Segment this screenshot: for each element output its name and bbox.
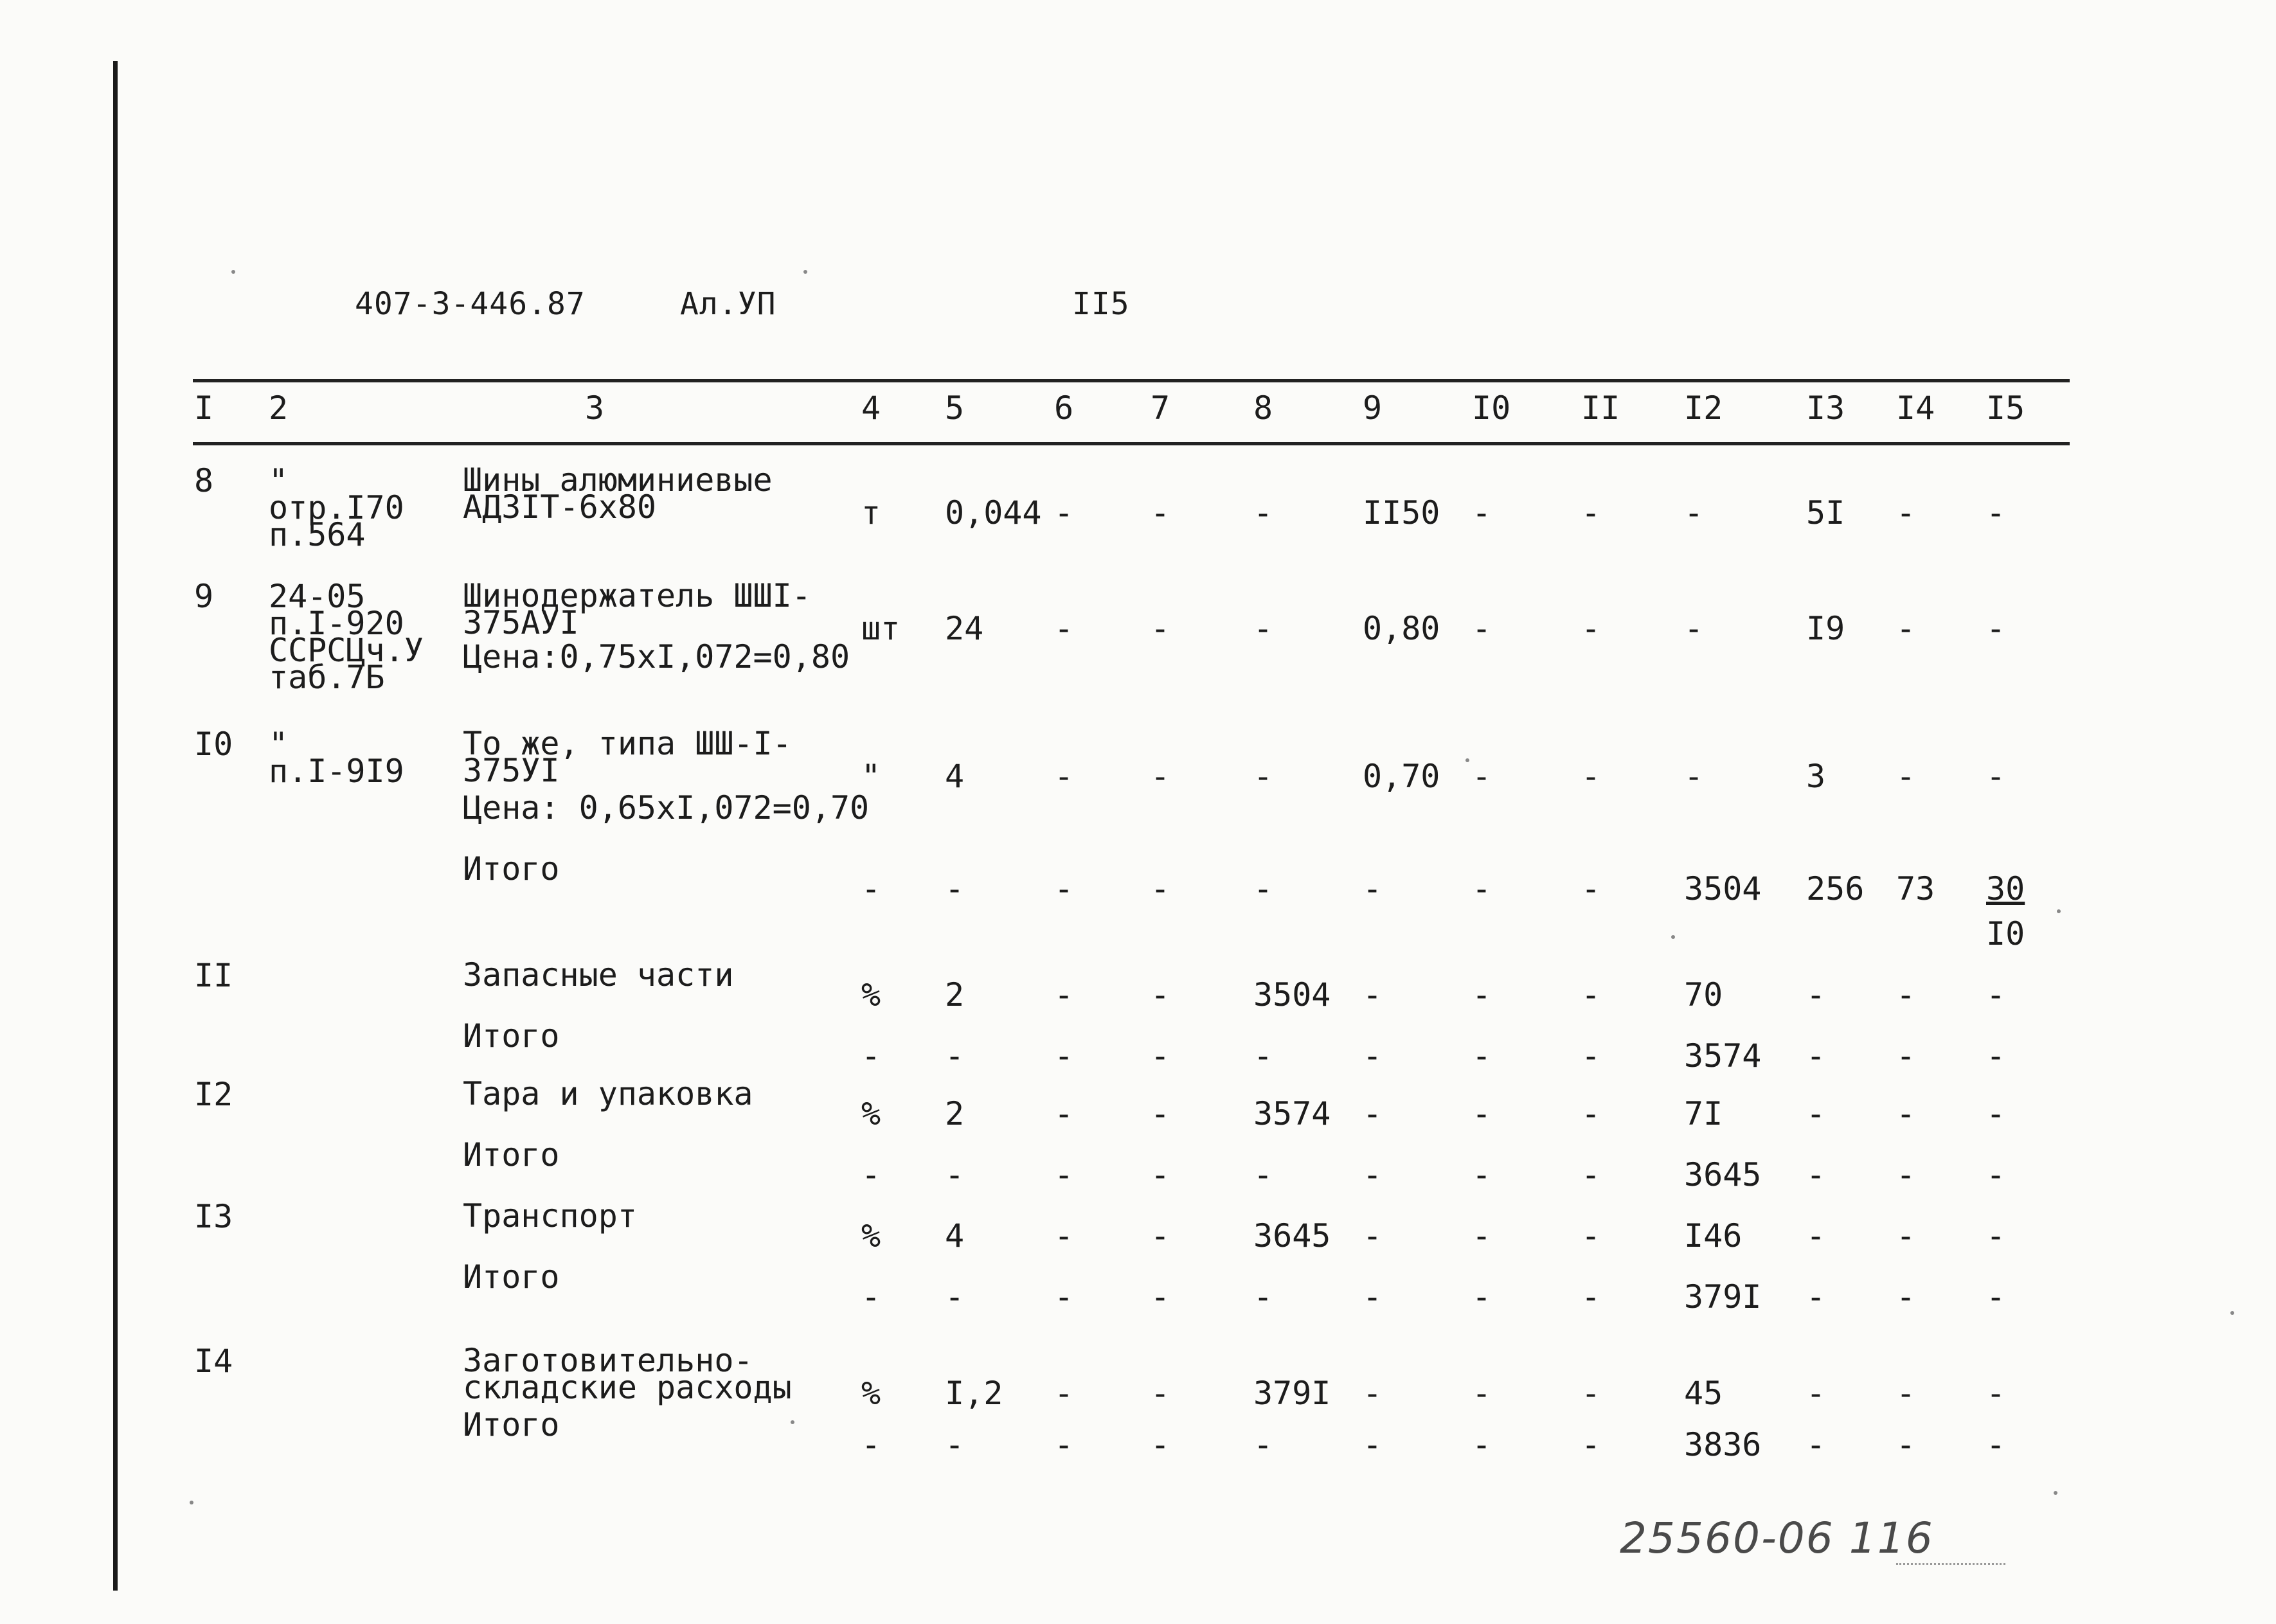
cell-r12-c3: Итого bbox=[463, 1258, 560, 1296]
cell-r2-c8: - bbox=[1253, 610, 1273, 647]
cell-r2-c14: - bbox=[1896, 610, 1916, 647]
cell-r4-c15: - bbox=[1986, 758, 2006, 795]
cell-r10-c8: - bbox=[1253, 1156, 1273, 1193]
column-header-14: I4 bbox=[1896, 389, 1935, 427]
cell-r4-c7: - bbox=[1151, 758, 1170, 795]
cell-r14-c8: - bbox=[1253, 1426, 1273, 1463]
cell-r14-c11: - bbox=[1581, 1426, 1601, 1463]
column-header-5: 5 bbox=[945, 389, 965, 427]
cell-r9-c14: - bbox=[1896, 1095, 1916, 1132]
binding-margin-line bbox=[113, 61, 118, 1591]
document-code: 407-3-446.87 bbox=[355, 286, 586, 322]
cell-r12-c6: - bbox=[1054, 1278, 1074, 1316]
cell-r1-c3-l2: АДЗIТ-6х80 bbox=[463, 488, 657, 526]
cell-r10-c11: - bbox=[1581, 1156, 1601, 1193]
cell-r7-c15: - bbox=[1986, 976, 2006, 1013]
column-header-9: 9 bbox=[1363, 389, 1383, 427]
cell-r12-c9: - bbox=[1363, 1278, 1383, 1316]
column-header-7: 7 bbox=[1151, 389, 1170, 427]
cell-r8-c5: - bbox=[945, 1037, 965, 1075]
cell-r2-c1: 9 bbox=[194, 578, 214, 615]
cell-r8-c9: - bbox=[1363, 1037, 1383, 1075]
cell-r13-c1: I4 bbox=[194, 1343, 233, 1380]
cell-r11-c10: - bbox=[1472, 1217, 1492, 1254]
scan-speck-6 bbox=[190, 1501, 193, 1504]
cell-r12-c12: 379I bbox=[1684, 1278, 1762, 1316]
cell-r1-c2-l1: " bbox=[269, 462, 289, 499]
cell-r13-c6: - bbox=[1054, 1375, 1074, 1412]
scan-speck-2 bbox=[803, 270, 807, 274]
cell-r2-c6: - bbox=[1054, 610, 1074, 647]
column-header-8: 8 bbox=[1253, 389, 1273, 427]
column-header-3: 3 bbox=[585, 389, 605, 427]
cell-r1-c12: - bbox=[1684, 494, 1704, 531]
cell-r4-c3-l2: 375УI bbox=[463, 752, 560, 789]
cell-r8-c3: Итого bbox=[463, 1017, 560, 1055]
cell-r6-c4: - bbox=[861, 870, 881, 907]
cell-r2-c15: - bbox=[1986, 610, 2006, 647]
cell-r7-c10: - bbox=[1472, 976, 1492, 1013]
column-header-13: I3 bbox=[1806, 389, 1845, 427]
cell-r14-c7: - bbox=[1151, 1426, 1170, 1463]
album-number: Ал.УП bbox=[680, 286, 776, 322]
scan-speck-4 bbox=[2054, 1491, 2057, 1495]
cell-r6-c6: - bbox=[1054, 870, 1074, 907]
cell-r4-c12: - bbox=[1684, 758, 1704, 795]
cell-r7-c3: Запасные части bbox=[463, 956, 734, 994]
cell-r2-c11: - bbox=[1581, 610, 1601, 647]
cell-r1-c4: т bbox=[861, 494, 881, 531]
cell-r11-c9: - bbox=[1363, 1217, 1383, 1254]
cell-r6-c8: - bbox=[1253, 870, 1273, 907]
cell-r10-c3: Итого bbox=[463, 1136, 560, 1173]
cell-r4-c9: 0,70 bbox=[1363, 758, 1440, 795]
cell-r9-c13: - bbox=[1806, 1095, 1826, 1132]
cell-r9-c10: - bbox=[1472, 1095, 1492, 1132]
cell-r8-c13: - bbox=[1806, 1037, 1826, 1075]
cell-r8-c7: - bbox=[1151, 1037, 1170, 1075]
column-header-11: II bbox=[1581, 389, 1620, 427]
cell-r12-c10: - bbox=[1472, 1278, 1492, 1316]
cell-r7-c8: 3504 bbox=[1253, 976, 1331, 1013]
column-header-2: 2 bbox=[269, 389, 289, 427]
cell-r9-c4: % bbox=[861, 1095, 881, 1132]
cell-r11-c4: % bbox=[861, 1217, 881, 1254]
cell-r4-c6: - bbox=[1054, 758, 1074, 795]
cell-r13-c5: I,2 bbox=[945, 1375, 1003, 1412]
cell-r8-c12: 3574 bbox=[1684, 1037, 1762, 1075]
cell-r14-c9: - bbox=[1363, 1426, 1383, 1463]
cell-r4-c3-l1: То же, типа ШШ-I- bbox=[463, 725, 792, 762]
cell-r2-c2-l3: ССРСЦч.У bbox=[269, 632, 424, 669]
cell-r1-c8: - bbox=[1253, 494, 1273, 531]
page-number: II5 bbox=[1072, 286, 1130, 322]
cell-r9-c3: Тара и упаковка bbox=[463, 1075, 753, 1112]
cell-r4-c2-l2: п.I-9I9 bbox=[269, 753, 404, 790]
cell-r11-c5: 4 bbox=[945, 1217, 965, 1254]
cell-r1-c13: 5I bbox=[1806, 494, 1845, 531]
cell-r8-c10: - bbox=[1472, 1037, 1492, 1075]
cell-r7-c9: - bbox=[1363, 976, 1383, 1013]
cell-r7-c5: 2 bbox=[945, 976, 965, 1013]
cell-r2-c12: - bbox=[1684, 610, 1704, 647]
cell-r14-c5: - bbox=[945, 1426, 965, 1463]
cell-r4-c8: - bbox=[1253, 758, 1273, 795]
cell-r1-c2-l3: п.564 bbox=[269, 516, 366, 553]
cell-r13-c15: - bbox=[1986, 1375, 2006, 1412]
cell-r6-c14: 73 bbox=[1896, 870, 1935, 907]
cell-r10-c14: - bbox=[1896, 1156, 1916, 1193]
cell-r9-c5: 2 bbox=[945, 1095, 965, 1132]
cell-r13-c14: - bbox=[1896, 1375, 1916, 1412]
cell-r13-c4: % bbox=[861, 1375, 881, 1412]
column-header-12: I2 bbox=[1684, 389, 1723, 427]
cell-r13-c7: - bbox=[1151, 1375, 1170, 1412]
cell-r8-c4: - bbox=[861, 1037, 881, 1075]
cell-r4-c14: - bbox=[1896, 758, 1916, 795]
cell-r6-c9: - bbox=[1363, 870, 1383, 907]
cell-r2-c3-l1: Шинодержатель ШШI- bbox=[463, 577, 811, 614]
handwritten-note: 25560-06 116 bbox=[1620, 1513, 1934, 1563]
cell-r11-c3: Транспорт bbox=[463, 1197, 637, 1235]
cell-r10-c6: - bbox=[1054, 1156, 1074, 1193]
cell-r6-c15-l1: 30 bbox=[1986, 870, 2025, 907]
cell-r11-c12: I46 bbox=[1684, 1217, 1743, 1254]
cell-r1-c5: 0,044 bbox=[945, 494, 1042, 531]
cell-r2-c2-l2: п.I-920 bbox=[269, 605, 404, 642]
cell-r8-c11: - bbox=[1581, 1037, 1601, 1075]
cell-r8-c8: - bbox=[1253, 1037, 1273, 1075]
header-rule-bottom bbox=[193, 442, 2070, 445]
cell-r2-c2-l4: таб.7Б bbox=[269, 659, 385, 696]
cell-r7-c1: II bbox=[194, 957, 233, 994]
cell-r2-c9: 0,80 bbox=[1363, 610, 1440, 647]
cell-r13-c9: - bbox=[1363, 1375, 1383, 1412]
cell-r12-c14: - bbox=[1896, 1278, 1916, 1316]
cell-r5-c3: Цена: 0,65хI,072=0,70 bbox=[463, 789, 870, 826]
cell-r12-c4: - bbox=[861, 1278, 881, 1316]
cell-r13-c11: - bbox=[1581, 1375, 1601, 1412]
scan-speck-8 bbox=[1465, 758, 1469, 762]
cell-r2-c4: шт bbox=[861, 610, 901, 647]
cell-r10-c4: - bbox=[861, 1156, 881, 1193]
cell-r6-c10: - bbox=[1472, 870, 1492, 907]
cell-r8-c14: - bbox=[1896, 1037, 1916, 1075]
cell-r6-c15-l2: I0 bbox=[1986, 915, 2025, 952]
cell-r2-c13: I9 bbox=[1806, 610, 1845, 647]
cell-r2-c3-l2: 375АУI bbox=[463, 604, 579, 641]
cell-r10-c5: - bbox=[945, 1156, 965, 1193]
cell-r11-c1: I3 bbox=[194, 1198, 233, 1235]
cell-r7-c11: - bbox=[1581, 976, 1601, 1013]
cell-r7-c4: % bbox=[861, 976, 881, 1013]
cell-r13-c13: - bbox=[1806, 1375, 1826, 1412]
cell-r13-c12: 45 bbox=[1684, 1375, 1723, 1412]
cell-r11-c11: - bbox=[1581, 1217, 1601, 1254]
scan-speck-9 bbox=[1671, 935, 1675, 939]
cell-r2-c2-l1: 24-05 bbox=[269, 578, 366, 615]
column-header-1: I bbox=[194, 389, 214, 427]
cell-r4-c1: I0 bbox=[194, 726, 233, 763]
column-header-4: 4 bbox=[861, 389, 881, 427]
cell-r14-c13: - bbox=[1806, 1426, 1826, 1463]
cell-r6-c5: - bbox=[945, 870, 965, 907]
cell-r11-c15: - bbox=[1986, 1217, 2006, 1254]
cell-r6-c12: 3504 bbox=[1684, 870, 1762, 907]
cell-r9-c11: - bbox=[1581, 1095, 1601, 1132]
cell-r8-c15: - bbox=[1986, 1037, 2006, 1075]
cell-r9-c8: 3574 bbox=[1253, 1095, 1331, 1132]
cell-r1-c6: - bbox=[1054, 494, 1074, 531]
cell-r7-c13: - bbox=[1806, 976, 1826, 1013]
cell-r10-c7: - bbox=[1151, 1156, 1170, 1193]
cell-r10-c12: 3645 bbox=[1684, 1156, 1762, 1193]
cell-r14-c6: - bbox=[1054, 1426, 1074, 1463]
scan-speck-3 bbox=[2230, 1311, 2234, 1315]
cell-r6-c3: Итого bbox=[463, 850, 560, 888]
cell-r4-c2-l1: " bbox=[269, 726, 289, 763]
cell-r12-c8: - bbox=[1253, 1278, 1273, 1316]
cell-r12-c15: - bbox=[1986, 1278, 2006, 1316]
cell-r1-c15: - bbox=[1986, 494, 2006, 531]
cell-r14-c15: - bbox=[1986, 1426, 2006, 1463]
cell-r8-c6: - bbox=[1054, 1037, 1074, 1075]
cell-r11-c8: 3645 bbox=[1253, 1217, 1331, 1254]
column-header-10: I0 bbox=[1472, 389, 1511, 427]
cell-r13-c3-l2: складские расходы bbox=[463, 1369, 792, 1406]
cell-r7-c12: 70 bbox=[1684, 976, 1723, 1013]
header-rule-top bbox=[193, 379, 2070, 382]
cell-r10-c15: - bbox=[1986, 1156, 2006, 1193]
cell-r9-c15: - bbox=[1986, 1095, 2006, 1132]
cell-r12-c13: - bbox=[1806, 1278, 1826, 1316]
cell-r14-c3: Итого bbox=[463, 1406, 560, 1443]
cell-r1-c1: 8 bbox=[194, 462, 214, 499]
cell-r7-c6: - bbox=[1054, 976, 1074, 1013]
cell-r1-c3-l1: Шины алюминиевые bbox=[463, 461, 773, 499]
cell-r11-c14: - bbox=[1896, 1217, 1916, 1254]
scan-speck-1 bbox=[231, 270, 235, 274]
cell-r7-c7: - bbox=[1151, 976, 1170, 1013]
cell-r1-c9: II50 bbox=[1363, 494, 1440, 531]
cell-r13-c10: - bbox=[1472, 1375, 1492, 1412]
cell-r6-c11: - bbox=[1581, 870, 1601, 907]
cell-r11-c13: - bbox=[1806, 1217, 1826, 1254]
cell-r12-c11: - bbox=[1581, 1278, 1601, 1316]
scan-speck-5 bbox=[791, 1420, 794, 1424]
cell-r9-c7: - bbox=[1151, 1095, 1170, 1132]
cell-r10-c9: - bbox=[1363, 1156, 1383, 1193]
cell-r14-c14: - bbox=[1896, 1426, 1916, 1463]
cell-r1-c10: - bbox=[1472, 494, 1492, 531]
cell-r12-c7: - bbox=[1151, 1278, 1170, 1316]
cell-r13-c8: 379I bbox=[1253, 1375, 1331, 1412]
cell-r7-c14: - bbox=[1896, 976, 1916, 1013]
handwritten-underline bbox=[1896, 1563, 2005, 1565]
cell-r2-c7: - bbox=[1151, 610, 1170, 647]
cell-r2-c5: 24 bbox=[945, 610, 984, 647]
cell-r13-c3-l1: Заготовительно- bbox=[463, 1342, 753, 1379]
cell-r1-c14: - bbox=[1896, 494, 1916, 531]
column-header-6: 6 bbox=[1054, 389, 1074, 427]
cell-r6-c13: 256 bbox=[1806, 870, 1865, 907]
cell-r14-c4: - bbox=[861, 1426, 881, 1463]
cell-r9-c12: 7I bbox=[1684, 1095, 1723, 1132]
cell-r6-c7: - bbox=[1151, 870, 1170, 907]
cell-r1-c11: - bbox=[1581, 494, 1601, 531]
cell-r9-c6: - bbox=[1054, 1095, 1074, 1132]
cell-r10-c10: - bbox=[1472, 1156, 1492, 1193]
cell-r14-c12: 3836 bbox=[1684, 1426, 1762, 1463]
scan-speck-7 bbox=[2057, 909, 2061, 913]
cell-r4-c10: - bbox=[1472, 758, 1492, 795]
cell-r4-c5: 4 bbox=[945, 758, 965, 795]
cell-r10-c13: - bbox=[1806, 1156, 1826, 1193]
cell-r9-c1: I2 bbox=[194, 1076, 233, 1113]
cell-r4-c4: " bbox=[861, 758, 881, 795]
cell-r4-c13: 3 bbox=[1806, 758, 1826, 795]
cell-r1-c7: - bbox=[1151, 494, 1170, 531]
cell-r2-c10: - bbox=[1472, 610, 1492, 647]
cell-r14-c10: - bbox=[1472, 1426, 1492, 1463]
cell-r4-c11: - bbox=[1581, 758, 1601, 795]
cell-r3-c3: Цена:0,75хI,072=0,80 bbox=[463, 638, 850, 675]
cell-r11-c6: - bbox=[1054, 1217, 1074, 1254]
column-header-15: I5 bbox=[1986, 389, 2025, 427]
cell-r1-c2-l2: отр.I70 bbox=[269, 489, 404, 526]
cell-r9-c9: - bbox=[1363, 1095, 1383, 1132]
cell-r11-c7: - bbox=[1151, 1217, 1170, 1254]
cell-r12-c5: - bbox=[945, 1278, 965, 1316]
